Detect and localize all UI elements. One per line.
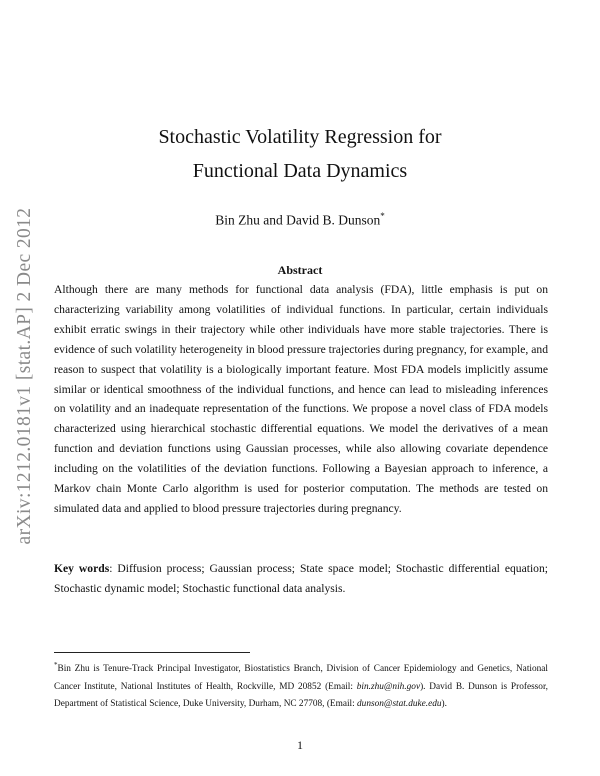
keywords-label: Key words (54, 562, 110, 575)
paper-title-line-1: Stochastic Volatility Regression for (158, 126, 442, 148)
footnote-text-part-3: ). (441, 699, 447, 710)
abstract-heading: Abstract (277, 263, 323, 277)
paper-title (60, 120, 540, 188)
footnote-email-dunson: dunson@stat.duke.edu (357, 699, 442, 710)
arxiv-identifier-stamp (14, 196, 36, 556)
footnote-divider (54, 652, 250, 653)
author-list (60, 207, 540, 230)
keywords-paragraph (54, 559, 548, 599)
arxiv-identifier-text: arXiv:1212.0181v1 [stat.AP] 2 Dec 2012 (14, 207, 35, 545)
footnote-text-part-2: ). David B. Dunson is Professor, Department of Statistical Science, Duke University, Durham, NC 27708, (Email: (54, 681, 548, 710)
author-names: Bin Zhu and David B. Dunson (215, 212, 381, 228)
footnote-email-zhu: bin.zhu@nih.gov (356, 681, 421, 692)
footnote-text-part-1: Bin Zhu is Tenure-Track Principal Investigator, Biostatistics Branch, Division of Cancer Epidemiology and Genetics, National Cancer Institute, National Institutes of Health, Rockville, MD 20852 (Email: (54, 664, 548, 692)
author-footnote-mark: * (380, 211, 385, 221)
page-number: 1 (297, 738, 303, 752)
paper-title-line-2: Functional Data Dynamics (192, 160, 408, 182)
keywords-text: : Diffusion process; Gaussian process; State space model; Stochastic differential equation; Stochastic dynamic model; Stochastic functional data analysis. (54, 562, 548, 595)
footnote-mark: * (54, 661, 58, 669)
abstract-body: Although there are many methods for functional data analysis (FDA), little emphasis is put on characterizing variability among volatilities of individual functions. In particular, certain individuals exhibit erratic swings in their trajectory while other individuals have more stable trajectories. There is evidence of such volatility heterogeneity in blood pressure trajectories during pregnancy, for example, and reason to suspect that volatility is a biologically important feature. Most FDA models implicitly assume similar or identical smoothness of the individual functions, and hence can lead to misleading inferences on volatility and an inadequate representation of the functions. We propose a novel class of FDA models characterized using hierarchical stochastic differential equations. We model the derivatives of a mean function and deviation functions using Gaussian processes, while also allowing covariate dependence including on the volatilities of the deviation functions. Following a Bayesian approach to inference, a Markov chain Monte Carlo algorithm is used for posterior computation. The methods are tested on simulated data and applied to blood pressure trajectories during pregnancy. (54, 283, 548, 515)
author-footnote (54, 657, 548, 714)
